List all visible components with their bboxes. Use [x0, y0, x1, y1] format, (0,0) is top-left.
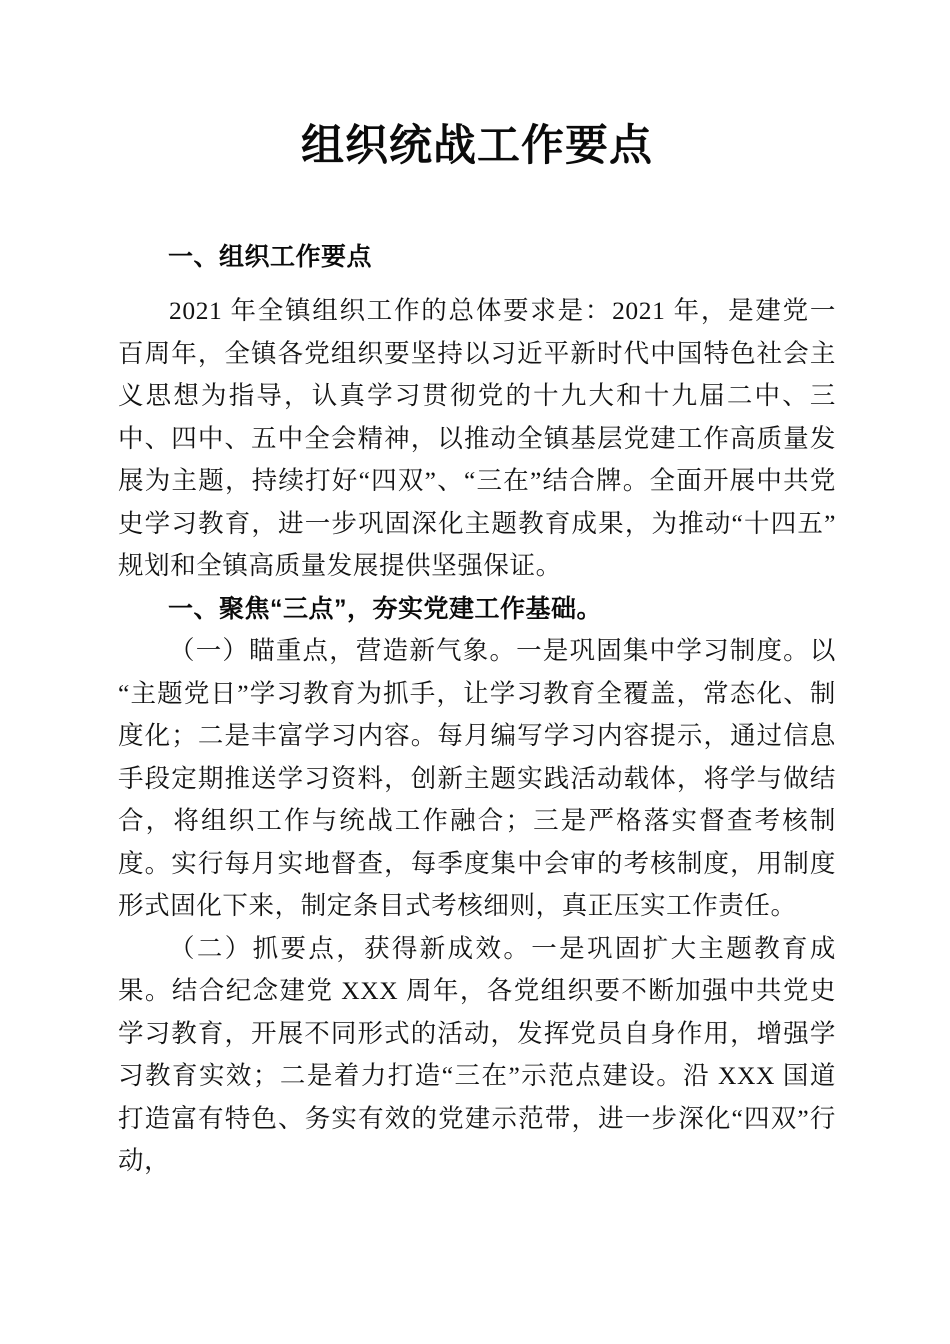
paragraph-overall-requirements: 2021 年全镇组织工作的总体要求是：2021 年，是建党一百周年，全镇各党组织要坚持以习近平新时代中国特色社会主义思想为指导，认真学习贯彻党的十九大和十九届二中、三中、四中、五中全会精神，以推动全镇基层党建工作高质量发展为主题，持续打好“四双”、“三在”结合牌。全面开展中共党史学习教育，进一步巩固深化主题教育成果，为推动“十四五”规划和全镇高质量发展提供坚强保证。	[118, 296, 836, 581]
document-body	[118, 0, 836, 1183]
section-heading-organization-work: 一、组织工作要点	[168, 242, 373, 271]
paragraph-aim-key-points: （一）瞄重点，营造新气象。一是巩固集中学习制度。以“主题党日”学习教育为抓手，让学习教育全覆盖，常态化、制度化；二是丰富学习内容。每月编写学习内容提示，通过信息手段定期推送学习资料，创新主题实践活动载体，将学与做结合，将组织工作与统战工作融合；三是严格落实督查考核制度。实行每月实地督查，每季度集中会审的考核制度，用制度形式固化下来，制定条目式考核细则，真正压实工作责任。	[118, 636, 836, 921]
page-title: 组织统战工作要点	[301, 123, 653, 170]
paragraph-grasp-essentials: （二）抓要点，获得新成效。一是巩固扩大主题教育成果。结合纪念建党 XXX 周年，各党组织要不断加强中共党史学习教育，开展不同形式的活动，发挥党员自身作用，增强学习教育实效；二是着力打造“三在”示范点建设。沿 XXX 国道打造富有特色、务实有效的党建示范带，进一步深化“四双”行动，	[118, 933, 836, 1176]
section-heading-three-points: 一、聚焦“三点”，夯实党建工作基础。	[168, 594, 603, 623]
